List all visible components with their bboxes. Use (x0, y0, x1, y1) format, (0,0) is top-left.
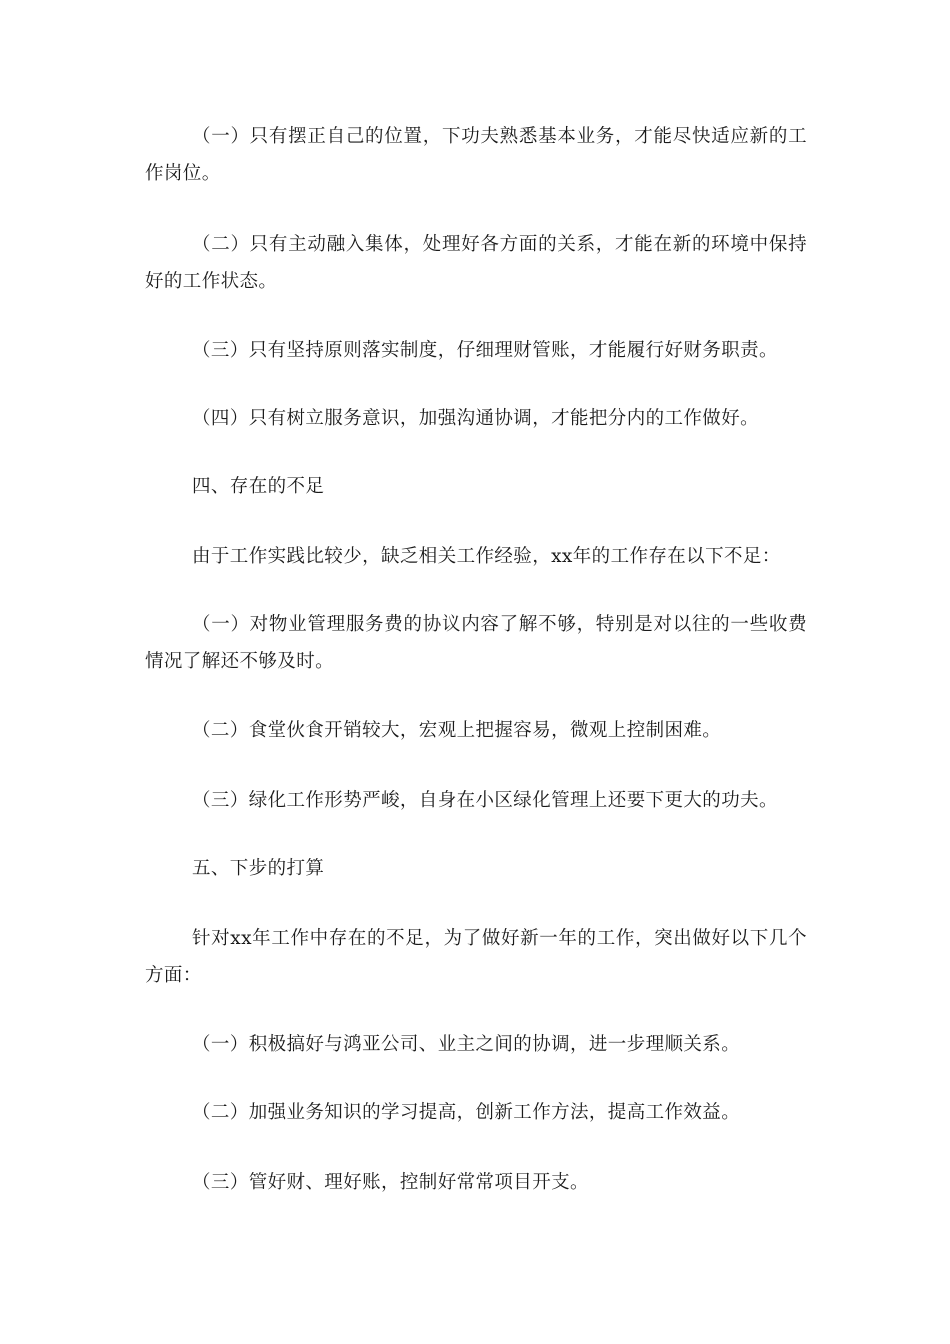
paragraph-6: 由于工作实践比较少，缺乏相关工作经验，xx年的工作存在以下不足： (192, 546, 781, 567)
paragraph-3: （三）只有坚持原则落实制度，仔细理财管账，才能履行好财务职责。 (192, 340, 778, 361)
section-heading-next-steps: 五、下步的打算 (192, 858, 325, 879)
paragraph-13: （二）加强业务知识的学习提高，创新工作方法，提高工作效益。 (192, 1102, 741, 1123)
paragraph-2: （二）只有主动融入集体，处理好各方面的关系，才能在新的环境中保持好的工作状态。 (145, 234, 807, 292)
paragraph-8: （二）食堂伙食开销较大，宏观上把握容易，微观上控制困难。 (192, 720, 722, 741)
paragraph-11: 针对xx年工作中存在的不足，为了做好新一年的工作，突出做好以下几个方面： (145, 928, 807, 986)
paragraph-9: （三）绿化工作形势严峻，自身在小区绿化管理上还要下更大的功夫。 (192, 790, 778, 811)
paragraph-4: （四）只有树立服务意识，加强沟通协调，才能把分内的工作做好。 (192, 408, 760, 429)
section-heading-shortcomings: 四、存在的不足 (192, 476, 325, 497)
paragraph-1: （一）只有摆正自己的位置，下功夫熟悉基本业务，才能尽快适应新的工作岗位。 (145, 126, 807, 184)
paragraph-14: （三）管好财、理好账，控制好常常项目开支。 (192, 1172, 589, 1193)
paragraph-7: （一）对物业管理服务费的协议内容了解不够，特别是对以往的一些收费情况了解还不够及时。 (145, 614, 807, 672)
paragraph-12: （一）积极搞好与鸿亚公司、业主之间的协调，进一步理顺关系。 (192, 1034, 741, 1055)
